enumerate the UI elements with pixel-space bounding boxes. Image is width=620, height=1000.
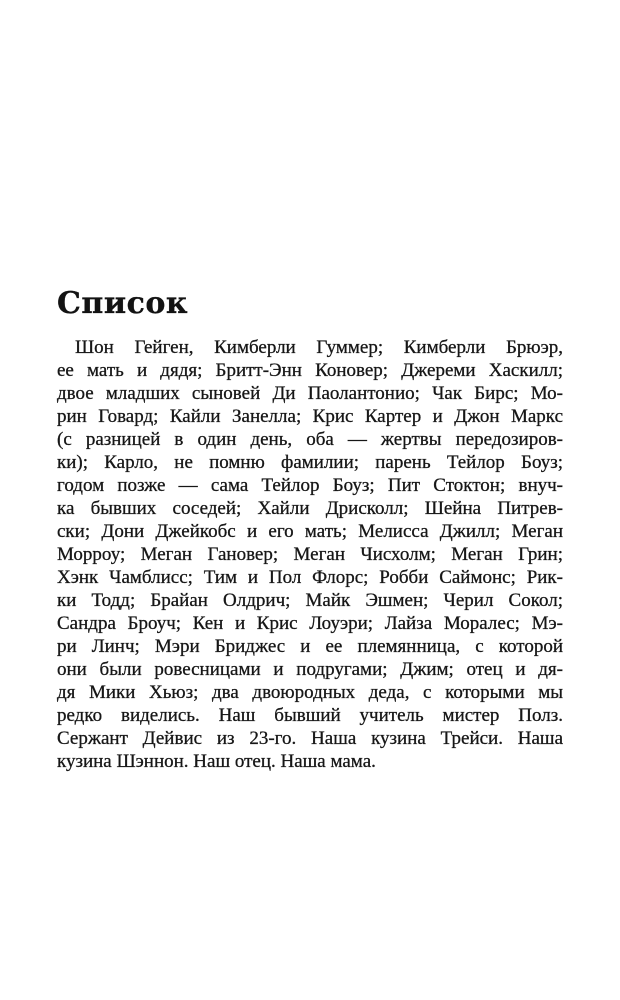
paragraph-line: ки); Карло, не помню фамилии; парень Тейлор Боуз;: [57, 452, 563, 473]
chapter-title: Список: [57, 286, 189, 321]
paragraph-line: редко виделись. Наш бывший учитель мистер Полз.: [57, 705, 563, 726]
paragraph-line: ее мать и дядя; Бритт-Энн Коновер; Джереми Хаскилл;: [57, 360, 563, 381]
paragraph-line: ски; Дони Джейкобс и его мать; Мелисса Джилл; Меган: [57, 521, 563, 542]
body-paragraph: [57, 336, 563, 773]
paragraph-line: (с разницей в один день, оба — жертвы передозиров-: [57, 429, 563, 450]
paragraph-line: двое младших сыновей Ди Паолантонио; Чак Бирс; Мо-: [57, 383, 563, 404]
paragraph-line: Шон Гейген, Кимберли Гуммер; Кимберли Брюэр,: [75, 337, 563, 358]
paragraph-line: годом позже — сама Тейлор Боуз; Пит Стоктон; внуч-: [57, 475, 563, 496]
paragraph-line: Хэнк Чамблисс; Тим и Пол Флорс; Робби Саймонс; Рик-: [57, 567, 563, 588]
paragraph-line: они были ровесницами и подругами; Джим; отец и дя-: [57, 659, 563, 680]
paragraph-line: Сандра Броуч; Кен и Крис Лоуэри; Лайза Моралес; Мэ-: [57, 613, 563, 634]
paragraph-line: рин Говард; Кайли Занелла; Крис Картер и Джон Маркс: [57, 406, 563, 427]
paragraph-line: Морроу; Меган Гановер; Меган Чисхолм; Меган Грин;: [57, 544, 563, 565]
paragraph-line: ка бывших соседей; Хайли Дрисколл; Шейна Питрев-: [57, 498, 563, 519]
paragraph-line: дя Мики Хьюз; два двоюродных деда, с которыми мы: [57, 682, 563, 703]
paragraph-line: Сержант Дейвис из 23-го. Наша кузина Трейси. Наша: [57, 728, 563, 749]
paragraph-line: ки Тодд; Брайан Олдрич; Майк Эшмен; Черил Сокол;: [57, 590, 563, 611]
paragraph-line: кузина Шэннон. Наш отец. Наша мама.: [57, 751, 376, 772]
page-content: [57, 288, 563, 773]
paragraph-line: ри Линч; Мэри Бриджес и ее племянница, с которой: [57, 636, 563, 657]
